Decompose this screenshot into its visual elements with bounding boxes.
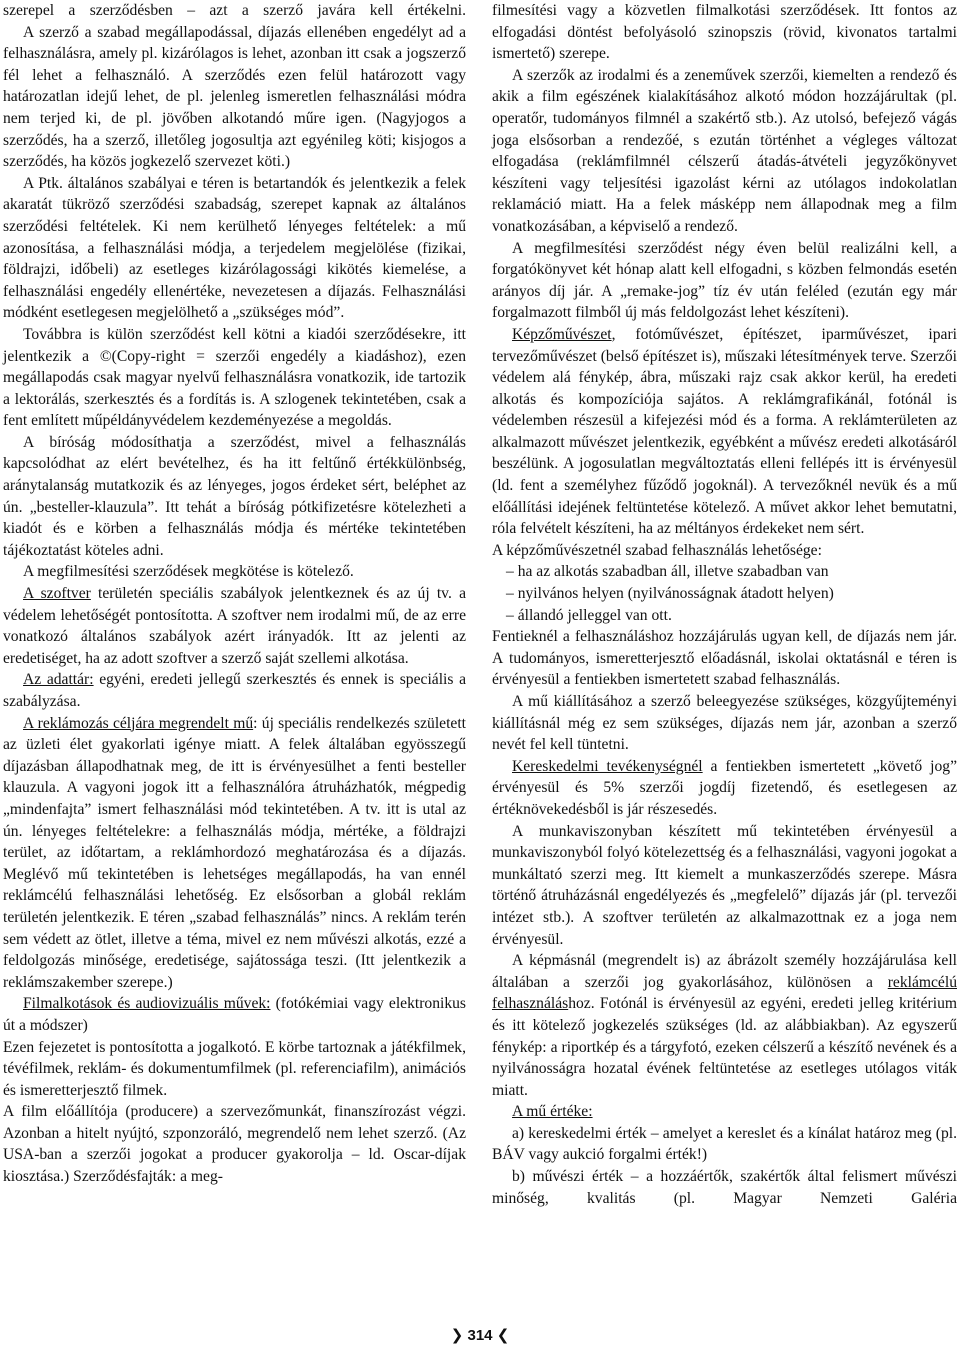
paragraph-text: Fentieknél a felhasználáshoz hozzájárulás ugyan kell, de díjazás nem jár. A tudományos, ismeretterjesztő előadásnál, iskolai oktatásnál e téren is érvényesül a fentiekben ismertetett szabad felhasználás.: [492, 628, 957, 689]
paragraph-text: A szerzők az irodalmi és a zeneművek szerzői, kiemelten a rendező és akik a film egészének kialakításához alkotó módon hozzájárultak (pl. operatőr, tudományos filmnél a szakértő stb.). Az utolsó, befejező vágás joga elsősorban a rendezőé, s ezután történhet a végleges változat elfogadása (reklámfilmnél célszerű átadás-átvételi jegyzőkönyvet készíteni vagy teljesítési igazolást kérni az utólagos indokolatlan reklamáció miatt. Ha a felek másképp nem állapodnak meg a film vonatkozásában, a képviselő a rendező.: [492, 66, 957, 235]
page-footer: [0, 1326, 960, 1344]
paragraph: [3, 22, 466, 173]
paragraph-text: A képzőművészetnél szabad felhasználás lehetősége:: [492, 541, 822, 559]
paragraph-text: a) kereskedelmi érték – amelyet a kereslet és a kínálat határoz meg (pl. BÁV vagy aukció forgalmi érték!): [492, 1124, 957, 1164]
underlined-heading: Kereskedelmi tevékenységnél: [512, 757, 703, 775]
paragraph: [492, 821, 957, 951]
paragraph-text: A szerző a szabad megállapodással, díjazás ellenében engedélyt ad a felhasználásra, amely pl. kizárólagos is lehet, azonban itt csak a jogszerző fél lehet a felhasználó. A szerződés ezen felül határozott vagy határozatlan idejű lehet, de pl. jelenleg ismeretlen felhasználási módra nem terjed ki, de pl. jövőben alkotandó műre igen. (Nagyjogos a szerződés, ha a szerző, illetőleg jogosultja azt egyénileg köti; kisjogos a szerződés, ha közös jogkezelő szervezet köti.): [3, 23, 466, 171]
paragraph-text: A képmásnál (megrendelt is) az ábrázolt személy hozzájárulása kell általában a szerzői jog gyakorlásához, különösen a: [492, 952, 957, 991]
bullet-list: [492, 561, 957, 626]
paragraph: [492, 0, 957, 65]
paragraph-text: Ezen fejezetet is pontosította a jogalkotó. E körbe tartoznak a játékfilmek, tévéfilmek, reklám- és dokumentumfilmek (pl. referenciafilm), animációs és ismeretterjesztő filmek.: [3, 1038, 466, 1099]
paragraph: [492, 238, 957, 324]
list-item: – ha az alkotás szabadban áll, illetve szabadban van: [506, 563, 829, 581]
paragraph-text: területén speciális szabályok jelentkeznek és az új tv. a védelem lehetőségét pontosította. A szoftver nem irodalmi mű, de az erre vonatkozó általános szabályok azért irányadók. Itt az jelenti az eredetiséget, ha az adott szoftver a szerző saját szellemi alkotása.: [3, 585, 466, 667]
left-column: [3, 0, 466, 1188]
paragraph: [3, 993, 466, 1036]
paragraph-text: hoz. Fotónál is érvényesül az egyéni, eredeti jelleg kritérium és itt kötelező jogkezelés szükséges (ld. az alábbiakban). Az egyszerű fénykép: a riportkép és a tárgyfotó, ezeken célszerű a készítő nevének és a nyilvánosságra hozatal évének feltüntetése az esetleges utólagos viták miatt.: [492, 995, 957, 1099]
right-column: [492, 0, 957, 1209]
chevron-left-icon: ❮: [496, 1327, 510, 1344]
paragraph: [3, 583, 466, 669]
paragraph: [3, 713, 466, 994]
paragraph: [3, 0, 466, 22]
list-item: – állandó jelleggel van ott.: [506, 606, 672, 624]
paragraph-text: (fotókémiai vagy elektronikus út a módszer): [3, 995, 466, 1034]
paragraph: [3, 561, 466, 583]
paragraph-text: Továbbra is külön szerződést kell kötni a kiadói szerződésekre, itt jelentkezik a ©(Copy-right = szerzői engedély a kiadáshoz), ezen megállapodás csak magyar nyelvű felhasználásra vonatkozik, ide tartozik a lektorálás, szerkesztés és a fordítás is. A szlogenek tekintetében, csak a fent említett műpéldányvédelem kezdeményezése a megoldás.: [3, 325, 466, 430]
paragraph-text: A munkaviszonyban készített mű tekintetében érvényesül a munkaviszonyból folyó kötelezettség és a felhasználási, vagyoni jogokat a munkáltató szerzi meg. Itt kiemelt a munkaszerződés szerepe. Másra történő átruházásnál engedélyezés és „megfelelő” díjazás jár (pl. tervezői intézet stb.). A szoftver területén az alkalmazottnak ez a joga nem érvényesül.: [492, 822, 957, 948]
paragraph-text: A megfilmesítési szerződések megkötése is kötelező.: [23, 563, 354, 581]
paragraph: [3, 1037, 466, 1102]
paragraph: [492, 324, 957, 540]
paragraph: [492, 626, 957, 691]
chevron-right-icon: ❯: [450, 1327, 464, 1344]
paragraph: [492, 65, 957, 238]
paragraph: [3, 173, 466, 324]
paragraph-text: A mű kiállításához a szerző beleegyezése szükséges, közgyűjteményi kiállításnál még ez sem szükséges, díjazás nem jár, azonban a szerző nevét fel kell tüntetni.: [492, 693, 957, 754]
paragraph: [492, 540, 957, 562]
paragraph-text: A Ptk. általános szabályai e téren is betartandók és jelentkezik a felek akaratát tükröző szerződési szabadság, szerepet kapnak az általános szerződési feltételek. Ki nem kerülhető lényeges feltételek: a mű azonosítása, a felhasználási módja, a terjedelem megjelölése (fizikai, földrajzi, időbeli) az esetleges kizárólagossági kikötés kiemelése, a felhasználási engedély ellenértéke, nevezetesen a díjazás. Felhasználási módként esetlegesen megjelölhető a „szükséges mód”.: [3, 174, 466, 322]
underlined-heading: A reklámozás céljára megrendelt mű: [23, 714, 254, 732]
paragraph-text: egyéni, eredeti jellegű szerkesztés és ennek is speciális a szabályzása.: [3, 671, 466, 710]
paragraph: [492, 1123, 957, 1166]
list-item: – nyilvános helyen (nyilvánosságnak átadott helyen): [506, 585, 834, 603]
paragraph: [3, 1101, 466, 1187]
paragraph-text: : új speciális rendelkezés született az üzleti élet gyakorlati igénye miatt. A felek általában egyösszegű díjazásban állapodhatnak meg, de itt is érvényesülhet a fenti besteller klauzula. A vagyoni jogok itt a felhasználóra átruházhatók, mégpedig „mindenfajta” ismert felhasználási mód tekintetében. A tv. itt is utal az ún. lényeges feltételekre: a felhasználás módja, mértéke, a földrajzi terület, az időtartam, a reklámhordozó meghatározása és a díjazás. Meglévő mű tekintetében is lehetséges megállapodás, ha van ennél reklámcélú felhasználási lehetőség. Ez elsősorban a globál reklám területén jelentkezik. E téren „szabad felhasználás” nincs. A reklám terén sem védett az ötlet, illetve a téma, mivel ez nem művészi alkotás, ezzé a feldolgozás minősége, eredetisége, sajátossága teszi. (Itt jelentkezik a reklámszakember szerepe.): [3, 714, 466, 991]
underlined-heading: Filmalkotások és audiovizuális művek:: [23, 995, 271, 1013]
paragraph: [3, 669, 466, 712]
paragraph-text: A film előállítója (producere) a szervezőmunkát, finanszírozást végzi. Azonban a hitelt nyújtó, szponzoráló, megrendelő nem lehet szerző. (Az USA-ban a szerzői jogokat a producer gyakorolja – ld. Oscar-díjak kiosztása.) Szerződésfajták: a meg-: [3, 1103, 466, 1186]
underlined-heading: Képzőművészet: [512, 325, 612, 343]
underlined-heading: A szoftver: [23, 585, 91, 603]
paragraph: [492, 1166, 957, 1209]
paragraph-text: a fentiekben ismertetett „követő jog” érvényesül és 5% szerzői jogdíj fizetendő, és esetlegesen az értéknövekedésből is jár részesedés.: [492, 757, 957, 818]
underlined-term: reklámcélú felhasználás: [492, 973, 957, 1013]
paragraph: [492, 950, 957, 1101]
paragraph-text: filmesítési vagy a közvetlen filmalkotási szerződések. Itt fontos az elfogadási döntést befolyásoló szinopszis (rövid, kivonatos tartalmi ismertető) szerepe.: [492, 2, 957, 63]
paragraph: [492, 691, 957, 756]
paragraph-text: , fotóművészet, építészet, iparművészet, ipari tervezőművészet (belső építészet is), műszaki létesítmények terve. Szerzői védelem alá fénykép, ábra, műszaki rajz csak akkor kerül, ha eredeti alkotás és kompozíciója sajátos. A reklámgrafikánál, fotónál is védelemben részesül a kifejezési mód és a forma. A reklámterületen az alkalmazott művészet jelentkezik, egyébként a művész eredeti alkotásáról beszélünk. A jogosulatlan megváltoztatás elleni fellépés itt is érvényesül (ld. fent a személyhez fűződő jogoknál). A tervezőknél nevük és a mű előállítási idejének feltüntetése kötelező. A művet akkor lehet bemutatni, róla felvételt készíteni, ha az méltányos érdekeket nem sért.: [492, 325, 957, 538]
paragraph-text: A bíróság módosíthatja a szerződést, mivel a felhasználás kapcsolódhat az elért bevételhez, és ha itt feltűnő értékkülönbség, aránytalanság mutatkozik és az lényeges, jogos érdeket sért, beléphet az ún. „besteller-klauzula”. Itt tehát a bíróság pótkifizetésre kötelezheti a kiadót és e körben a felhasználás módja és mértéke tekintetében tájékoztatást köteles adni.: [3, 433, 466, 559]
paragraph: [3, 432, 466, 562]
underlined-heading: Az adattár:: [23, 671, 94, 689]
paragraph: [3, 324, 466, 432]
page-number: 314: [467, 1327, 493, 1344]
paragraph-text: b) művészi érték – a hozzáértők, szakértők által felismert művészi minőség, kvalitás (pl. Magyar Nemzeti Galéria: [492, 1168, 957, 1207]
paragraph-text: A megfilmesítési szerződést négy éven belül realizálni kell, a forgatókönyvet két hónap alatt kell elfogadni, s közben felmondás esetén arányos díj jár. A „remake-jog” tíz év után feléled (ezután egy már forgalmazott filmből új más feldolgozást lehet készíteni).: [492, 239, 957, 322]
paragraph: [492, 1101, 957, 1123]
paragraph-text: szerepel a szerződésben – azt a szerző javára kell értékelni.: [3, 2, 466, 19]
paragraph: [492, 756, 957, 821]
underlined-heading: A mű értéke:: [512, 1103, 593, 1121]
